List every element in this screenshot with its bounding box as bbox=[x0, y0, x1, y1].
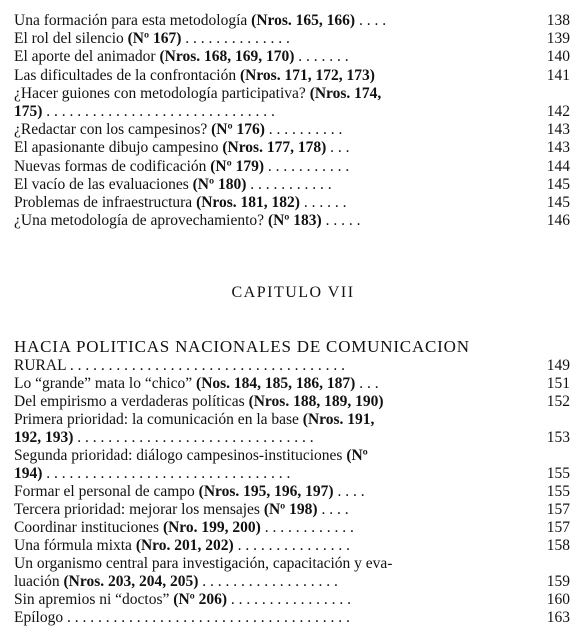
entry-ref: 175) bbox=[14, 103, 43, 120]
page-number: 159 bbox=[546, 573, 570, 590]
entry-text bbox=[14, 48, 349, 65]
leader-dots: . . . . . . . . . . . . . . . . . . . . . . . . . . . . . . . . . . . . bbox=[65, 357, 345, 374]
entry-ref: 192, 193) bbox=[14, 429, 74, 446]
entry-ref: (Nº 206) bbox=[173, 591, 228, 608]
leader-dots: . . . . bbox=[317, 501, 349, 518]
entry-ref: (Nros. 203, 204, 205) bbox=[63, 573, 199, 590]
entry-text bbox=[14, 176, 332, 193]
entry-ref: 194) bbox=[14, 465, 43, 482]
leader-dots: . . . . . . . . . . . bbox=[246, 175, 332, 193]
page-number: 152 bbox=[546, 393, 570, 410]
entry-ref: (Nº 179) bbox=[210, 157, 265, 175]
entry-title: Epílogo bbox=[14, 609, 64, 626]
chapter-heading: CAPITULO VII bbox=[231, 284, 355, 301]
page-number: 140 bbox=[546, 48, 570, 66]
entry-ref: (Nro. 201, 202) bbox=[135, 537, 234, 554]
page-number: 143 bbox=[546, 139, 570, 157]
entry-text bbox=[14, 501, 349, 518]
entry-text bbox=[14, 12, 386, 29]
entry-ref: (Nº 167) bbox=[127, 30, 182, 48]
entry-ref: (Nros. 188, 189, 190) bbox=[248, 393, 384, 410]
entry-title: ¿Una metodología de aprovechamiento? bbox=[14, 212, 268, 230]
page-number: 146 bbox=[546, 212, 570, 230]
leader-dots: . . . . . . . . . . . . . . . . . . . . . . . . . . . . . . . bbox=[73, 429, 314, 446]
leader-dots: . . . . . . . . . . . . bbox=[260, 519, 354, 536]
entry-ref: (Nros. 168, 169, 170) bbox=[159, 48, 295, 66]
entry-title: Primera prioridad: la comunicación en la base bbox=[14, 411, 303, 428]
entry-text bbox=[14, 483, 365, 500]
entry-title: Segunda prioridad: diálogo campesinos-instituciones bbox=[14, 447, 347, 464]
entry-title: luación bbox=[14, 573, 64, 590]
leader-dots: . . . . . . . . . . . bbox=[264, 157, 350, 175]
entry-ref: (Nros. 177, 178) bbox=[222, 139, 327, 157]
entry-ref: (Nº 180) bbox=[192, 175, 247, 193]
page-number: 157 bbox=[546, 519, 570, 536]
page-number: 141 bbox=[546, 66, 570, 84]
leader-dots: . . . . . . . . . . . . . . . . . . . . . . . . . . . . . . . . bbox=[42, 465, 291, 482]
entry-text bbox=[14, 429, 314, 446]
entry-title: Coordinar instituciones bbox=[14, 519, 163, 536]
page-number: 145 bbox=[546, 194, 570, 211]
entry-ref: (Nº 183) bbox=[267, 212, 322, 230]
entry-text bbox=[14, 591, 351, 608]
leader-dots: . . . . . . . . . . . . . . . . . . . . . . . . . . . . . . . . . . . . . bbox=[63, 609, 350, 626]
page-number: 160 bbox=[546, 591, 570, 608]
leader-dots: . . . . . bbox=[321, 212, 361, 230]
page-number: 157 bbox=[546, 501, 570, 518]
entry-title: El rol del silencio bbox=[14, 30, 128, 48]
entry-text bbox=[14, 357, 345, 374]
entry-ref: (Nro. 199, 200) bbox=[162, 519, 261, 536]
leader-dots: . . . . . . bbox=[299, 194, 347, 211]
entry-title: Nuevas formas de codificación bbox=[14, 157, 211, 175]
entry-title: Tercera prioridad: mejorar los mensajes bbox=[14, 501, 264, 518]
entry-text bbox=[14, 555, 392, 572]
entry-text bbox=[14, 393, 383, 410]
page-number: 138 bbox=[546, 12, 570, 29]
entry-title: Una fórmula mixta bbox=[14, 537, 136, 554]
entry-text bbox=[14, 103, 275, 120]
leader-dots: . . . . . . . . . . . . . . . . . . bbox=[198, 573, 338, 590]
page-number: 144 bbox=[546, 157, 570, 175]
entry-text bbox=[14, 375, 379, 392]
entry-text bbox=[14, 447, 368, 464]
entry-text bbox=[14, 519, 354, 536]
entry-text bbox=[14, 85, 381, 102]
entry-text bbox=[14, 30, 290, 47]
leader-dots: . . . . bbox=[355, 12, 387, 29]
entry-text bbox=[14, 537, 350, 554]
entry-title: Sin apremios ni “doctos” bbox=[14, 591, 174, 608]
entry-title: Del empirismo a verdaderas políticas bbox=[14, 393, 249, 410]
entry-text bbox=[14, 212, 360, 229]
entry-ref: (Nº 198) bbox=[263, 501, 318, 518]
entry-ref: (Nº 176) bbox=[211, 121, 265, 139]
page-number: 158 bbox=[546, 537, 570, 554]
page-number: 163 bbox=[546, 609, 570, 626]
page-number: 151 bbox=[546, 375, 570, 392]
entry-text bbox=[14, 609, 350, 626]
entry-ref: (Nros. 174, bbox=[309, 84, 382, 102]
entry-text bbox=[14, 194, 346, 211]
entry-title: El aporte del animador bbox=[14, 48, 160, 66]
page-number: 143 bbox=[546, 121, 570, 139]
page-number: 142 bbox=[546, 103, 570, 120]
entry-ref: (Nos. 184, 185, 186, 187) bbox=[196, 375, 356, 392]
leader-dots: . . . bbox=[355, 375, 379, 392]
entry-title: Problemas de infraestructura bbox=[14, 194, 197, 211]
entry-text bbox=[14, 158, 349, 175]
leader-dots: . . . . . . . . . . . . . . . . bbox=[227, 591, 352, 608]
entry-ref: (Nros. 171, 172, 173) bbox=[239, 66, 375, 84]
section-heading: HACIA POLITICAS NACIONALES DE COMUNICACION bbox=[14, 337, 470, 356]
leader-dots: . . . bbox=[326, 139, 350, 157]
entry-title: El vacío de las evaluaciones bbox=[14, 175, 193, 193]
page-number: 153 bbox=[546, 429, 570, 446]
entry-title: Las dificultades de la confrontación bbox=[14, 66, 240, 84]
page-number: 145 bbox=[546, 175, 570, 193]
entry-ref: (Nros. 165, 166) bbox=[251, 12, 356, 29]
entry-ref: (Nº bbox=[346, 447, 368, 464]
entry-text bbox=[14, 573, 338, 590]
entry-text bbox=[14, 139, 350, 156]
entry-ref: (Nros. 191, bbox=[302, 411, 375, 428]
page-number: 139 bbox=[546, 30, 570, 48]
entry-text bbox=[14, 121, 342, 138]
page-number: 155 bbox=[546, 483, 570, 500]
page-number: 149 bbox=[546, 357, 570, 374]
entry-title: Un organismo central para investigación, capacitación y eva- bbox=[14, 555, 393, 572]
entry-text bbox=[14, 465, 290, 482]
entry-title: Lo “grande” mata lo “chico” bbox=[14, 375, 197, 392]
entry-title: Formar el personal de campo bbox=[14, 483, 199, 500]
entry-title: ¿Redactar con los campesinos? bbox=[14, 121, 212, 139]
entry-title: RURAL bbox=[14, 357, 66, 374]
entry-title: El apasionante dibujo campesino bbox=[14, 139, 223, 157]
leader-dots: . . . . . . . . . . . . . . . bbox=[233, 537, 350, 554]
entry-title: Una formación para esta metodología bbox=[14, 12, 252, 29]
page-number: 155 bbox=[546, 465, 570, 482]
leader-dots: . . . . . . . . . . . . . . . . . . . . . . . . . . . . . . bbox=[42, 103, 275, 120]
entry-ref: (Nros. 181, 182) bbox=[196, 194, 300, 211]
entry-ref: (Nros. 195, 196, 197) bbox=[198, 483, 334, 500]
leader-dots: . . . . . . . . . . bbox=[264, 121, 343, 139]
entry-text bbox=[14, 411, 374, 428]
entry-text bbox=[14, 67, 375, 84]
leader-dots: . . . . bbox=[333, 483, 365, 500]
entry-title: ¿Hacer guiones con metodología participativa? bbox=[14, 84, 310, 102]
leader-dots: . . . . . . . . . . . . . . bbox=[181, 30, 290, 48]
leader-dots: . . . . . . . bbox=[294, 48, 349, 66]
